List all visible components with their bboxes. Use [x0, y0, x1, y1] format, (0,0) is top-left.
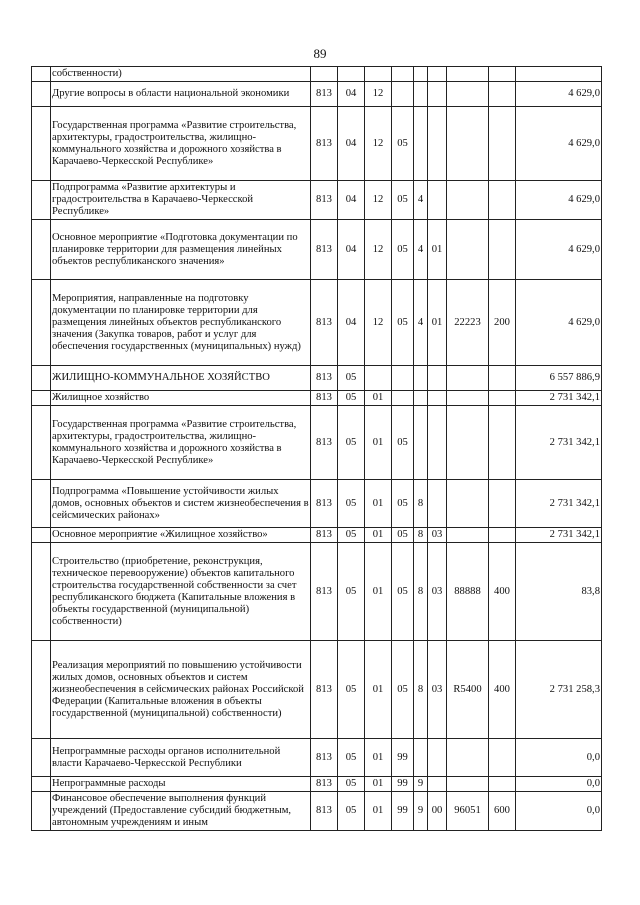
- row-vr-cell: [489, 739, 516, 777]
- row-marker-cell: [32, 480, 51, 528]
- row-vr-cell: [489, 406, 516, 480]
- row-prog-cell: 05: [392, 641, 414, 739]
- row-rz-cell: 04: [338, 107, 365, 181]
- row-sum-cell: 4 629,0: [516, 280, 602, 366]
- row-ev-cell: [428, 739, 447, 777]
- row-ved-cell: 813: [311, 777, 338, 792]
- row-name-cell: ЖИЛИЩНО-КОММУНАЛЬНОЕ ХОЗЯЙСТВО: [51, 366, 311, 391]
- row-ved-cell: 813: [311, 739, 338, 777]
- row-vr-cell: [489, 181, 516, 220]
- row-name-cell: Государственная программа «Развитие строительства, архитектуры, градостроительства, жилищно-коммунального хозяйства и дорожного хозяйства в Карачаево-Черкесской Республике»: [51, 107, 311, 181]
- row-marker-cell: [32, 220, 51, 280]
- row-sub-cell: 4: [414, 220, 428, 280]
- row-vr-cell: [489, 107, 516, 181]
- row-sub-cell: 8: [414, 641, 428, 739]
- row-pr-cell: 01: [365, 406, 392, 480]
- row-ev-cell: [428, 406, 447, 480]
- row-ved-cell: 813: [311, 792, 338, 831]
- row-name-cell: Строительство (приобретение, реконструкция, техническое перевооружение) объектов капитального строительства государственной собственности за счет республиканского бюджета (Капитальные вложения в объекты государственной (муниципальной) собственности): [51, 543, 311, 641]
- row-pr-cell: 01: [365, 777, 392, 792]
- row-ev-cell: [428, 107, 447, 181]
- row-pr-cell: 01: [365, 641, 392, 739]
- budget-sheet: [31, 66, 602, 831]
- row-sum-cell: 0,0: [516, 739, 602, 777]
- row-sub-cell: 8: [414, 528, 428, 543]
- row-marker-cell: [32, 366, 51, 391]
- row-dir-cell: 96051: [447, 792, 489, 831]
- row-dir-cell: [447, 181, 489, 220]
- row-sum-cell: 2 731 342,1: [516, 391, 602, 406]
- row-dir-cell: 22223: [447, 280, 489, 366]
- row-ev-cell: 01: [428, 220, 447, 280]
- row-sum-cell: 4 629,0: [516, 220, 602, 280]
- row-name-cell: Государственная программа «Развитие строительства, архитектуры, градостроительства, жилищно-коммунального хозяйства и дорожного хозяйства в Карачаево-Черкесской Республике»: [51, 406, 311, 480]
- budget-table: [31, 66, 602, 831]
- row-ved-cell: 813: [311, 406, 338, 480]
- row-ev-cell: [428, 391, 447, 406]
- row-pr-cell: 12: [365, 280, 392, 366]
- row-rz-cell: 04: [338, 220, 365, 280]
- row-rz-cell: 05: [338, 366, 365, 391]
- table-row: [32, 82, 602, 107]
- row-rz-cell: 05: [338, 480, 365, 528]
- row-prog-cell: [392, 366, 414, 391]
- row-vr-cell: 400: [489, 641, 516, 739]
- row-name-cell: Реализация мероприятий по повышению устойчивости жилых домов, основных объектов и систем жизнеобеспечения в сейсмических районах Российской Федерации (Капитальные вложения в объекты государственной (муниципальной) собственности): [51, 641, 311, 739]
- row-sub-cell: 9: [414, 792, 428, 831]
- row-sub-cell: [414, 82, 428, 107]
- row-name-cell: Непрограммные расходы органов исполнительной власти Карачаево-Черкесской Республики: [51, 739, 311, 777]
- row-vr-cell: [489, 528, 516, 543]
- row-sub-cell: 4: [414, 280, 428, 366]
- row-sum-cell: 4 629,0: [516, 181, 602, 220]
- row-sum-cell: 6 557 886,9: [516, 366, 602, 391]
- row-prog-cell: 05: [392, 181, 414, 220]
- row-sub-cell: [414, 107, 428, 181]
- table-row: [32, 406, 602, 480]
- table-row: [32, 528, 602, 543]
- row-sub-cell: [414, 366, 428, 391]
- row-prog-cell: 05: [392, 107, 414, 181]
- row-ved-cell: 813: [311, 366, 338, 391]
- table-row: [32, 480, 602, 528]
- table-row: [32, 220, 602, 280]
- row-ev-cell: 00: [428, 792, 447, 831]
- budget-table-body: [32, 67, 602, 831]
- row-marker-cell: [32, 67, 51, 82]
- row-prog-cell: [392, 82, 414, 107]
- row-prog-cell: [392, 391, 414, 406]
- row-ved-cell: 813: [311, 280, 338, 366]
- row-ev-cell: 03: [428, 641, 447, 739]
- row-prog-cell: 05: [392, 220, 414, 280]
- table-row: [32, 641, 602, 739]
- row-dir-cell: [447, 406, 489, 480]
- row-sum-cell: 2 731 342,1: [516, 528, 602, 543]
- table-row: [32, 107, 602, 181]
- row-ved-cell: [311, 67, 338, 82]
- row-rz-cell: 05: [338, 543, 365, 641]
- row-ev-cell: [428, 67, 447, 82]
- row-dir-cell: [447, 82, 489, 107]
- row-prog-cell: 99: [392, 792, 414, 831]
- row-vr-cell: [489, 480, 516, 528]
- row-marker-cell: [32, 107, 51, 181]
- row-rz-cell: 04: [338, 280, 365, 366]
- row-sub-cell: 8: [414, 543, 428, 641]
- table-row: [32, 280, 602, 366]
- row-prog-cell: 99: [392, 777, 414, 792]
- row-vr-cell: [489, 67, 516, 82]
- row-ev-cell: [428, 480, 447, 528]
- row-vr-cell: [489, 777, 516, 792]
- row-sum-cell: [516, 67, 602, 82]
- row-dir-cell: R5400: [447, 641, 489, 739]
- row-vr-cell: 400: [489, 543, 516, 641]
- row-pr-cell: 12: [365, 82, 392, 107]
- row-rz-cell: 05: [338, 739, 365, 777]
- table-row: [32, 67, 602, 82]
- table-row: [32, 391, 602, 406]
- row-ved-cell: 813: [311, 641, 338, 739]
- row-pr-cell: [365, 67, 392, 82]
- row-marker-cell: [32, 792, 51, 831]
- row-prog-cell: 05: [392, 406, 414, 480]
- row-pr-cell: 01: [365, 792, 392, 831]
- row-name-cell: Подпрограмма «Развитие архитектуры и градостроительства в Карачаево-Черкесской Республике»: [51, 181, 311, 220]
- row-name-cell: Основное мероприятие «Подготовка документации по планировке территории для размещения линейных объектов республиканского значения»: [51, 220, 311, 280]
- row-ev-cell: [428, 366, 447, 391]
- row-pr-cell: 01: [365, 528, 392, 543]
- row-dir-cell: [447, 366, 489, 391]
- row-pr-cell: 01: [365, 391, 392, 406]
- row-marker-cell: [32, 280, 51, 366]
- row-sum-cell: 2 731 342,1: [516, 480, 602, 528]
- row-sum-cell: 0,0: [516, 792, 602, 831]
- row-marker-cell: [32, 528, 51, 543]
- row-dir-cell: [447, 107, 489, 181]
- row-sub-cell: 9: [414, 777, 428, 792]
- table-row: [32, 777, 602, 792]
- row-pr-cell: 01: [365, 543, 392, 641]
- row-dir-cell: [447, 528, 489, 543]
- row-pr-cell: 12: [365, 107, 392, 181]
- table-row: [32, 792, 602, 831]
- row-prog-cell: 99: [392, 739, 414, 777]
- row-ev-cell: [428, 181, 447, 220]
- row-ved-cell: 813: [311, 82, 338, 107]
- row-ved-cell: 813: [311, 391, 338, 406]
- row-dir-cell: [447, 739, 489, 777]
- row-name-cell: Непрограммные расходы: [51, 777, 311, 792]
- row-sum-cell: 2 731 342,1: [516, 406, 602, 480]
- table-row: [32, 181, 602, 220]
- row-prog-cell: [392, 67, 414, 82]
- row-sub-cell: [414, 406, 428, 480]
- row-pr-cell: 12: [365, 220, 392, 280]
- row-sum-cell: 4 629,0: [516, 82, 602, 107]
- row-name-cell: Финансовое обеспечение выполнения функций учреждений (Предоставление субсидий бюджетным, автономным учреждениям и иным: [51, 792, 311, 831]
- row-ved-cell: 813: [311, 480, 338, 528]
- row-dir-cell: 88888: [447, 543, 489, 641]
- row-name-cell: Основное мероприятие «Жилищное хозяйство»: [51, 528, 311, 543]
- row-marker-cell: [32, 739, 51, 777]
- row-sub-cell: [414, 739, 428, 777]
- row-sub-cell: 8: [414, 480, 428, 528]
- row-sub-cell: [414, 67, 428, 82]
- row-marker-cell: [32, 82, 51, 107]
- row-marker-cell: [32, 777, 51, 792]
- row-rz-cell: 04: [338, 82, 365, 107]
- row-prog-cell: 05: [392, 543, 414, 641]
- row-marker-cell: [32, 543, 51, 641]
- row-sum-cell: 0,0: [516, 777, 602, 792]
- row-marker-cell: [32, 641, 51, 739]
- row-vr-cell: [489, 391, 516, 406]
- row-ev-cell: 01: [428, 280, 447, 366]
- table-row: [32, 739, 602, 777]
- row-rz-cell: 05: [338, 528, 365, 543]
- row-rz-cell: 04: [338, 181, 365, 220]
- row-name-cell: собственности): [51, 67, 311, 82]
- row-vr-cell: [489, 366, 516, 391]
- row-marker-cell: [32, 406, 51, 480]
- row-name-cell: Другие вопросы в области национальной экономики: [51, 82, 311, 107]
- row-prog-cell: 05: [392, 480, 414, 528]
- row-prog-cell: 05: [392, 280, 414, 366]
- row-name-cell: Мероприятия, направленные на подготовку документации по планировке территории для размещения линейных объектов республиканского значения (Закупка товаров, работ и услуг для обеспечения государственных (муниципальных) нужд): [51, 280, 311, 366]
- row-ev-cell: [428, 82, 447, 107]
- row-dir-cell: [447, 220, 489, 280]
- row-ved-cell: 813: [311, 220, 338, 280]
- row-rz-cell: 05: [338, 406, 365, 480]
- row-rz-cell: 05: [338, 792, 365, 831]
- row-dir-cell: [447, 480, 489, 528]
- row-pr-cell: 01: [365, 739, 392, 777]
- row-sum-cell: 4 629,0: [516, 107, 602, 181]
- row-ev-cell: [428, 777, 447, 792]
- row-vr-cell: 200: [489, 280, 516, 366]
- table-row: [32, 366, 602, 391]
- row-sum-cell: 2 731 258,3: [516, 641, 602, 739]
- row-ev-cell: 03: [428, 528, 447, 543]
- row-dir-cell: [447, 391, 489, 406]
- row-marker-cell: [32, 181, 51, 220]
- row-dir-cell: [447, 67, 489, 82]
- row-ved-cell: 813: [311, 528, 338, 543]
- row-pr-cell: [365, 366, 392, 391]
- row-ved-cell: 813: [311, 181, 338, 220]
- row-ved-cell: 813: [311, 543, 338, 641]
- page-number: 89: [313, 46, 327, 61]
- row-vr-cell: [489, 82, 516, 107]
- row-ved-cell: 813: [311, 107, 338, 181]
- row-marker-cell: [32, 391, 51, 406]
- row-rz-cell: 05: [338, 641, 365, 739]
- row-rz-cell: [338, 67, 365, 82]
- row-pr-cell: 12: [365, 181, 392, 220]
- row-vr-cell: [489, 220, 516, 280]
- row-name-cell: Подпрограмма «Повышение устойчивости жилых домов, основных объектов и систем жизнеобеспечения в сейсмических районах»: [51, 480, 311, 528]
- row-prog-cell: 05: [392, 528, 414, 543]
- table-row: [32, 543, 602, 641]
- row-sub-cell: [414, 391, 428, 406]
- row-vr-cell: 600: [489, 792, 516, 831]
- row-dir-cell: [447, 777, 489, 792]
- row-rz-cell: 05: [338, 777, 365, 792]
- row-ev-cell: 03: [428, 543, 447, 641]
- row-name-cell: Жилищное хозяйство: [51, 391, 311, 406]
- row-rz-cell: 05: [338, 391, 365, 406]
- row-sum-cell: 83,8: [516, 543, 602, 641]
- row-sub-cell: 4: [414, 181, 428, 220]
- row-pr-cell: 01: [365, 480, 392, 528]
